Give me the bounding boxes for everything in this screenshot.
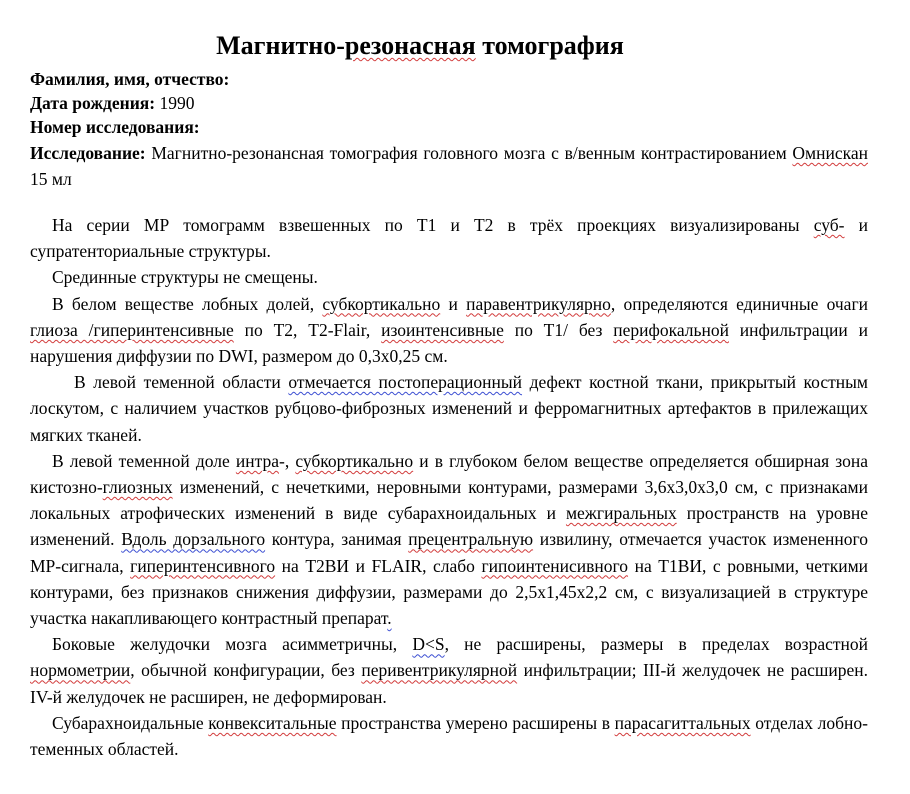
- report-paragraph: В левой теменной области отмечается постоперационный дефект костной ткани, прикрытый костным лоскутом, с наличием участков рубцово-фиброзных изменений и ферромагнитных артефактов в прилежащих мягких тканей.: [30, 372, 868, 445]
- study-number-label: Номер исследования:: [30, 117, 200, 137]
- birth-date-label: Дата рождения:: [30, 93, 156, 113]
- contrast-agent: Омнискан: [792, 143, 868, 163]
- birth-date-row: [30, 90, 868, 116]
- report-paragraph: Боковые желудочки мозга асимметричны, D<S, не расширены, размеры в пределах возрастной нормометрии, обычной конфигурации, без перивентрикулярной инфильтрации; III-й желудочек не расширен. IV-й желудочек не расширен, не деформирован.: [30, 634, 868, 707]
- contrast-dose: 15 мл: [30, 169, 72, 189]
- report-paragraph: Субарахноидальные конвекситальные пространства умерено расширены в парасагиттальных отделах лобно-теменных областей.: [30, 712, 868, 760]
- study-description: Магнитно-резонансная томография головного мозга с в/венным контрастированием: [145, 143, 793, 163]
- report-body: [30, 212, 868, 762]
- report-paragraph: Срединные структуры не смещены.: [52, 267, 318, 288]
- patient-name-label: Фамилия, имя, отчество:: [30, 69, 230, 89]
- title-misspelled-word: резонасная: [344, 31, 476, 60]
- patient-name-row: [30, 66, 868, 92]
- title-part: томография: [475, 31, 624, 60]
- report-paragraph: В белом веществе лобных долей, субкортикально и паравентрикулярно, определяются единичные очаги глиоза /гиперинтенсивные по Т2, Т2-Flair, изоинтенсивные по Т1/ без перифокальной инфильтрации и нарушения диффузии по DWI, размером до 0,3х0,25 см.: [30, 293, 868, 367]
- document-title: [0, 28, 840, 64]
- birth-date-value: 1990: [155, 93, 195, 113]
- study-row: [30, 140, 868, 192]
- study-label: Исследование:: [30, 143, 146, 163]
- report-paragraph: В левой теменной доле интра-, субкортикально и в глубоком белом веществе определяется обширная зона кистозно-глиозных изменений, с нечеткими, неровными контурами, размерами 3,6х3,0х3,0 см, с признаками локальных атрофических изменений в виде субарахноидальных и межгиральных пространств на уровне изменений. Вдоль дорзального контура, занимая прецентральную извилину, отмечается участок измененного МР-сигнала, гиперинтенсивного на Т2ВИ и FLAIR, слабо гипоинтенисивного на Т1ВИ, с ровными, четкими контурами, без признаков снижения диффузии, размерами до 2,5х1,45х2,2 см, с визуализацией в структуре участка накапливающего контрастный препарат.: [30, 450, 869, 629]
- study-number-row: [30, 114, 868, 140]
- report-paragraph: На серии МР томограмм взвешенных по Т1 и Т2 в трёх проекциях визуализированы суб- и супратенториальные структуры.: [30, 215, 868, 262]
- title-part: Магнитно-: [216, 31, 345, 60]
